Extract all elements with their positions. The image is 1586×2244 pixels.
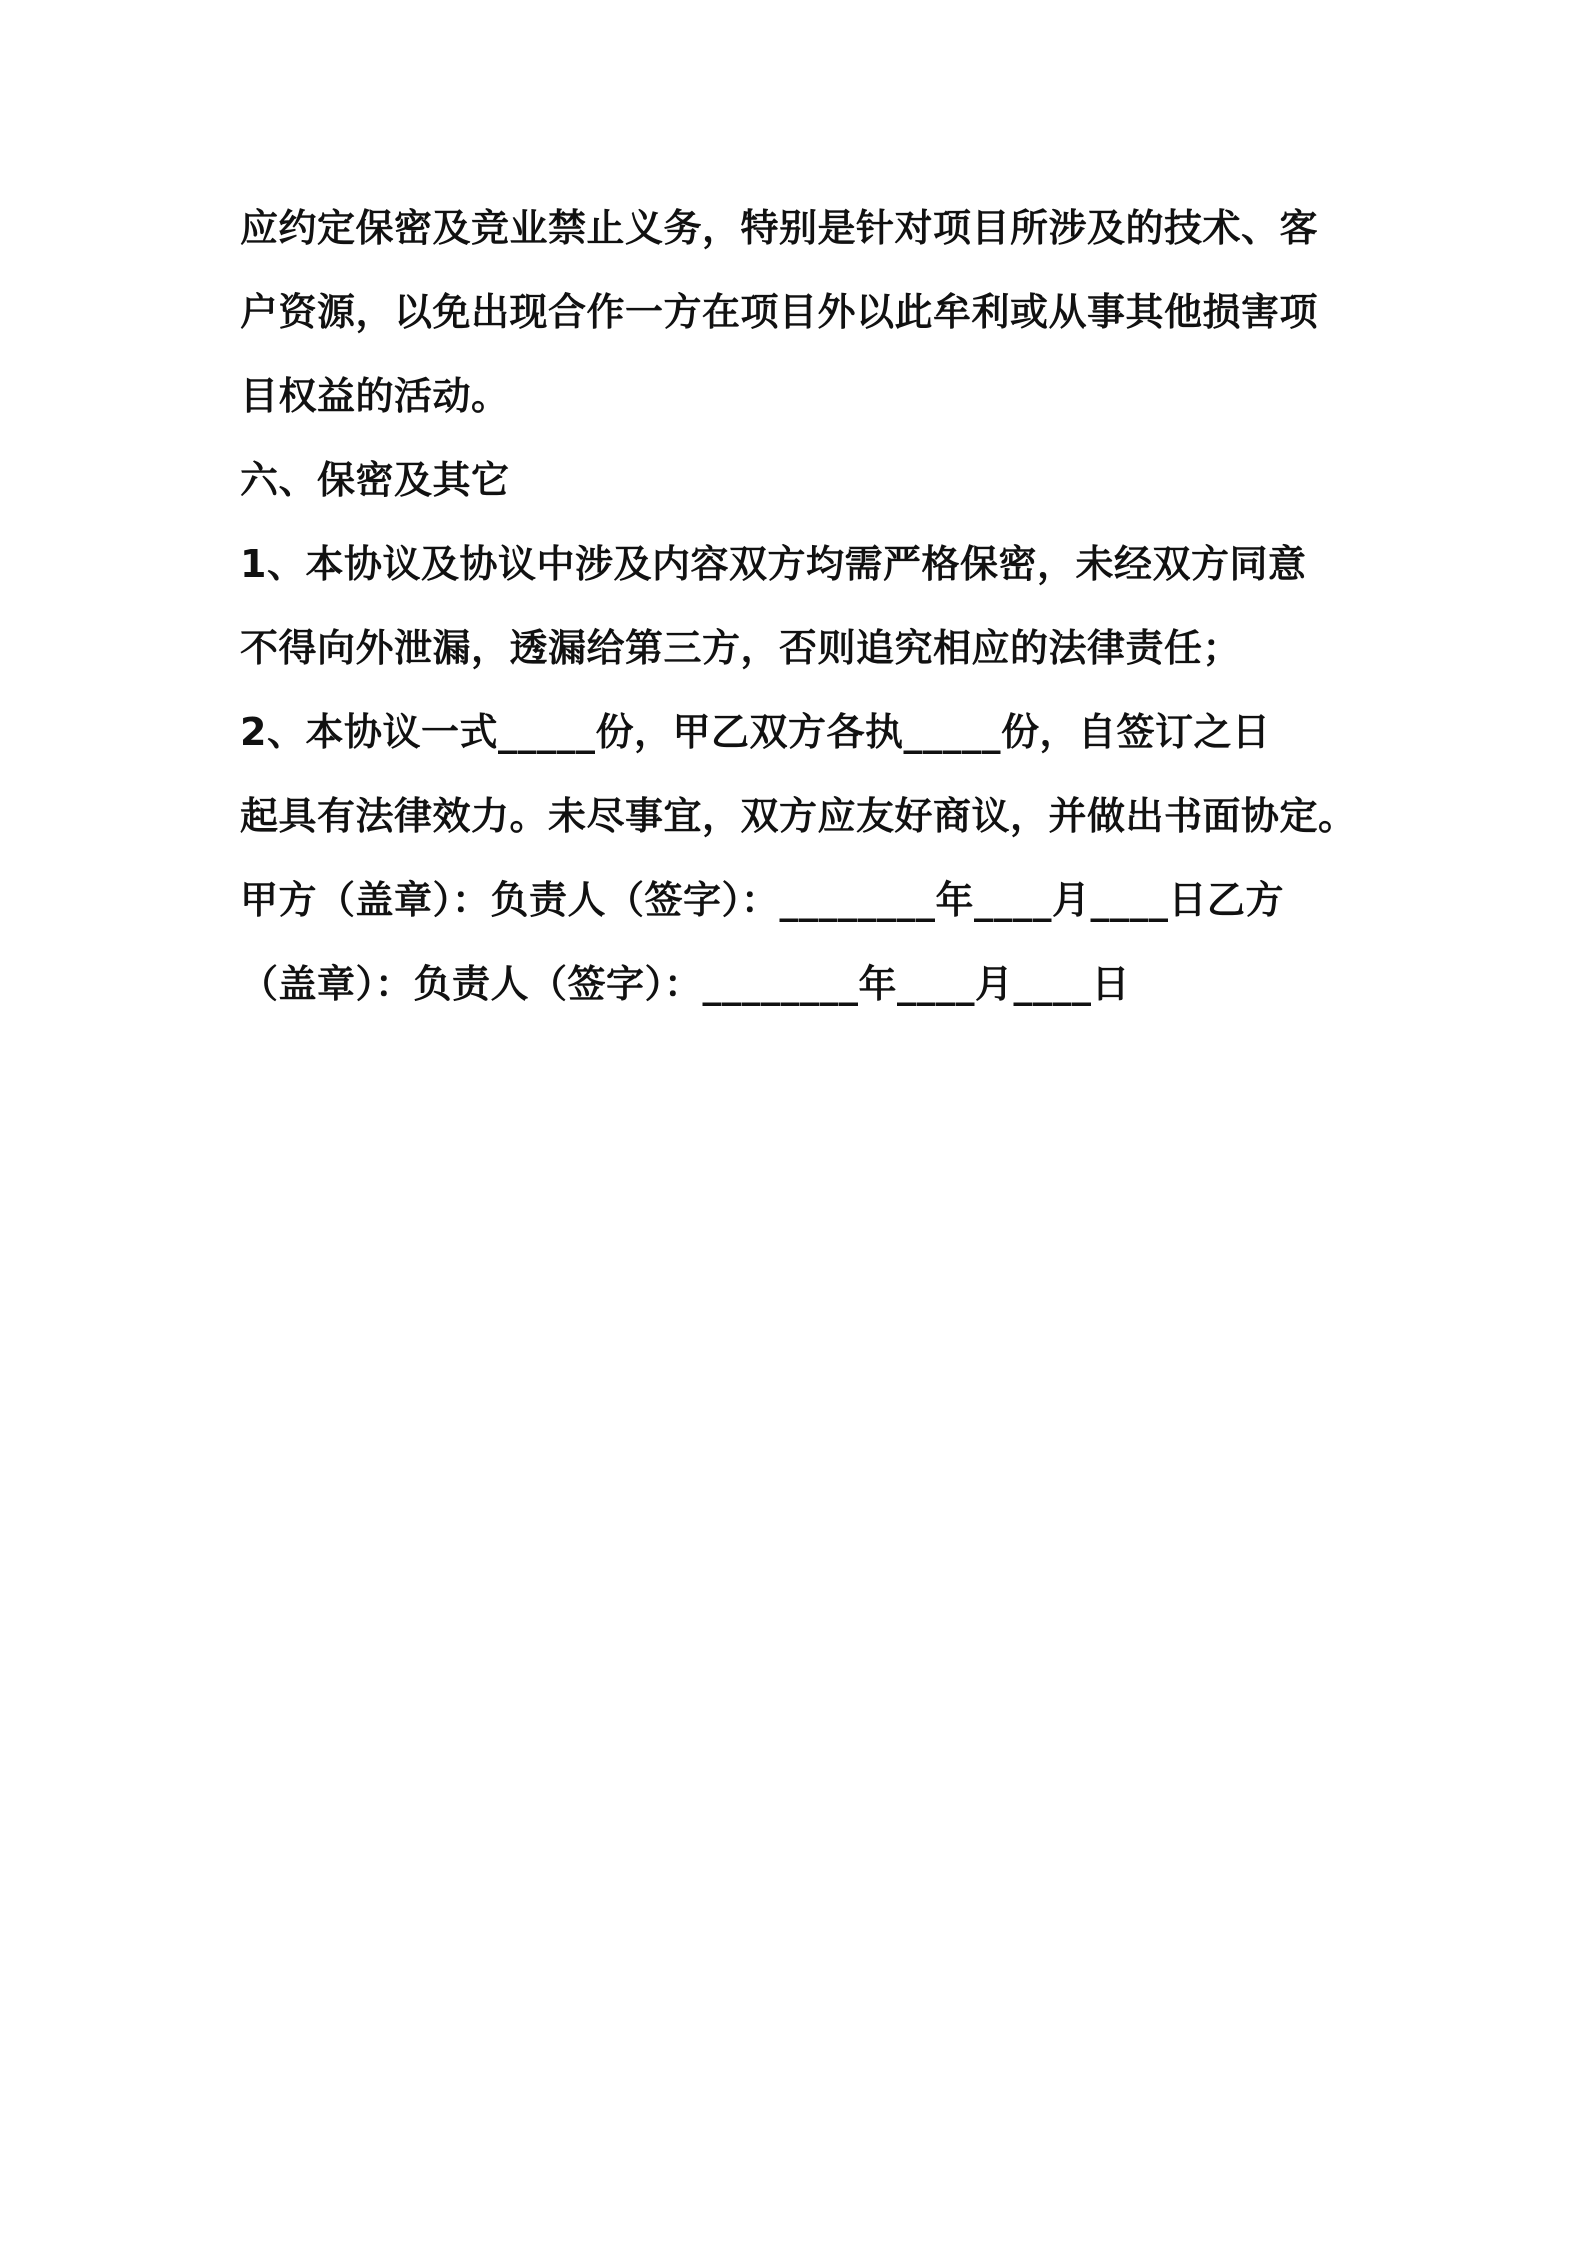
paragraph-line: 目权益的活动。 [240,374,510,418]
clause-line: 2、本协议一式_____份，甲乙双方各执_____份，自签订之日 [240,710,1271,754]
section-heading: 六、保密及其它 [240,458,510,502]
clause-line: 起具有法律效力。未尽事宜，双方应友好商议，并做出书面协定。 [240,794,1357,838]
clause-line: 不得向外泄漏，透漏给第三方，否则追究相应的法律责任； [240,626,1242,670]
signature-line: （盖章）：负责人（签字）：________年____月____日 [240,962,1131,1006]
paragraph-line: 应约定保密及竞业禁止义务，特别是针对项目所涉及的技术、客 [240,206,1319,250]
clause-line: 1、本协议及协议中涉及内容双方均需严格保密，未经双方同意 [240,542,1307,586]
paragraph-line: 户资源，以免出现合作一方在项目外以此牟利或从事其他损害项 [240,290,1319,334]
signature-line: 甲方（盖章）：负责人（签字）：________年____月____日乙方 [240,878,1285,922]
